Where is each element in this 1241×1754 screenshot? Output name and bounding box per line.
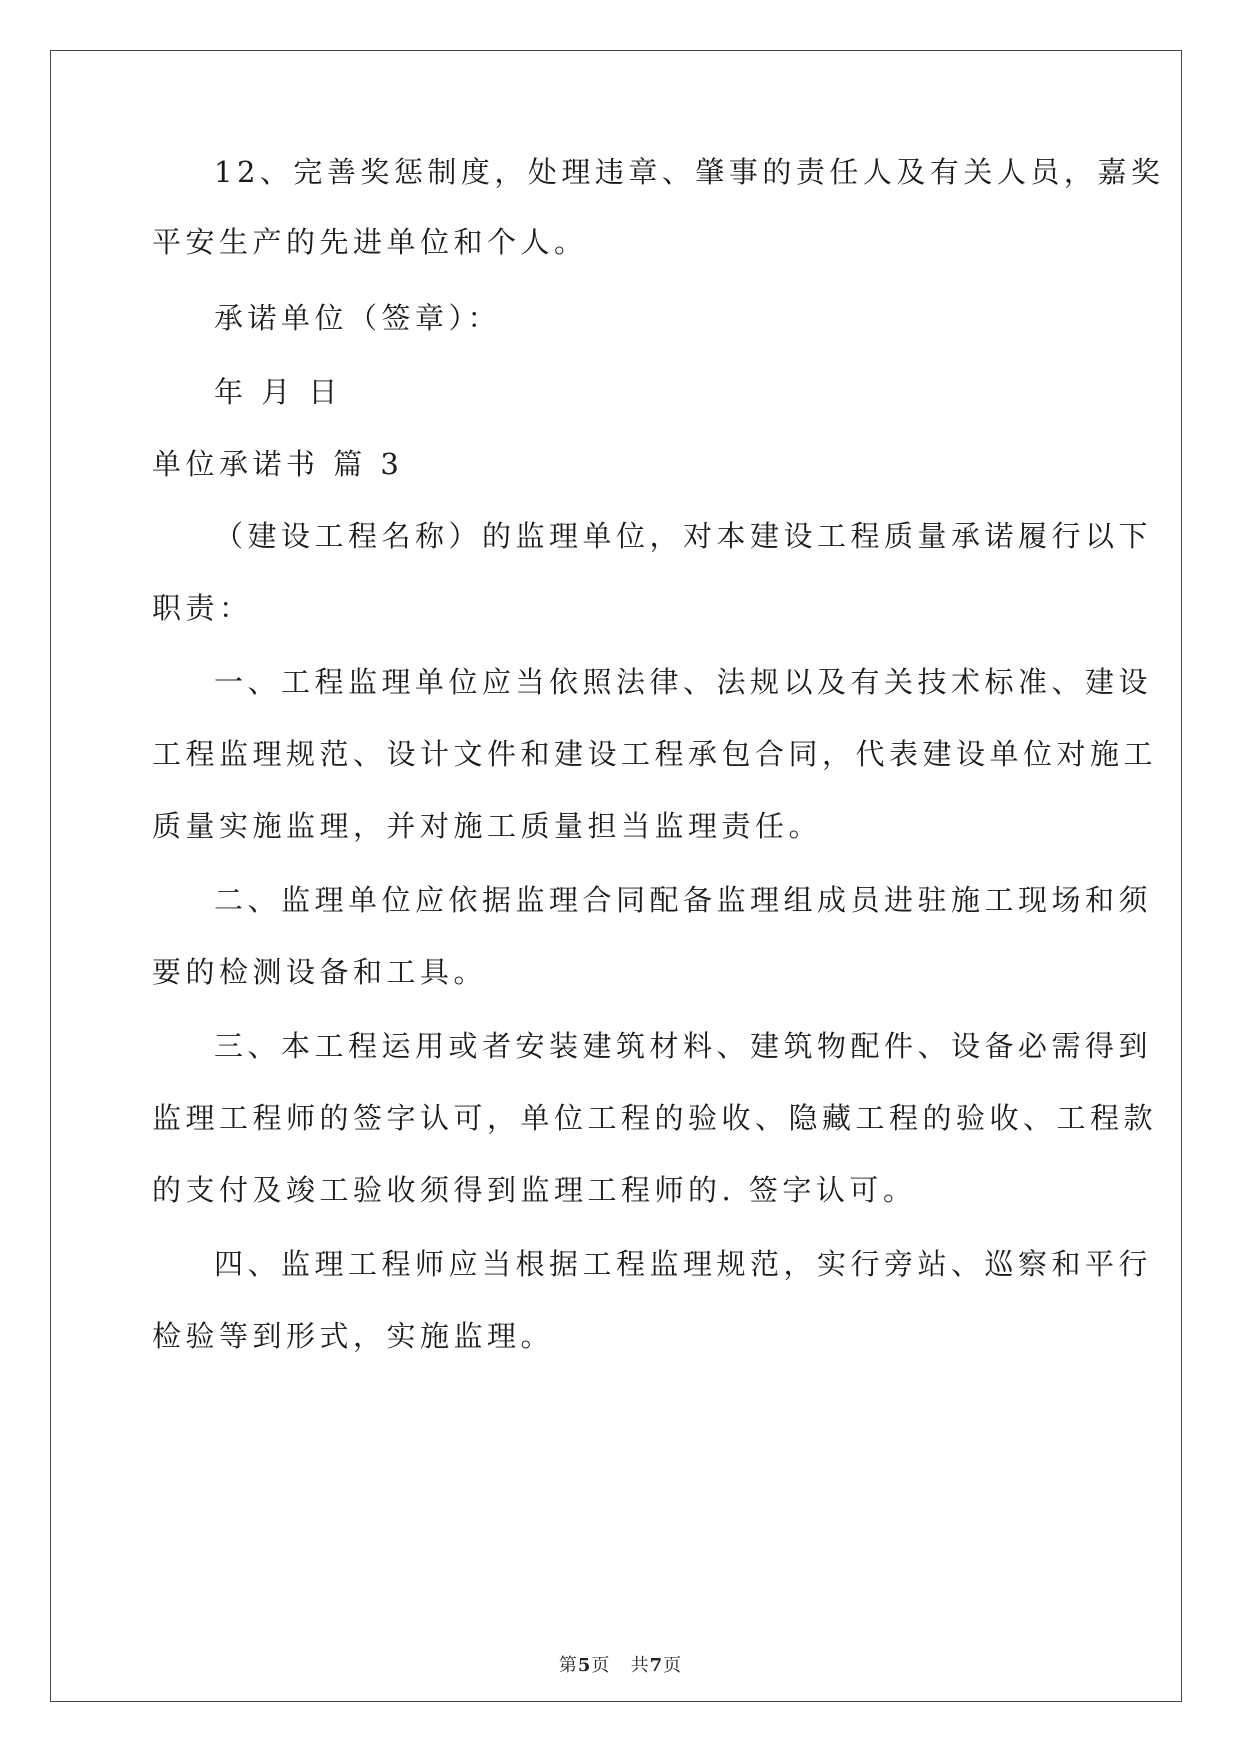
paragraph-line: 要的检测设备和工具。 [152,955,488,989]
section-heading: 单位承诺书 篇 3 [152,447,404,481]
paragraph-line: 职责： [152,591,253,625]
signature-unit-label: 承诺单位（签章）： [214,301,502,335]
footer-total-suffix: 页 [663,1655,683,1676]
paragraph-line: 监理工程师的签字认可，单位工程的验收、隐藏工程的验收、工程款 [152,1101,1158,1135]
paragraph-line: 12、完善奖惩制度，处理违章、肇事的责任人及有关人员，嘉奖 [214,155,1165,189]
footer-page-prefix: 第 [558,1655,578,1676]
footer-total-pages: 7 [649,1655,664,1676]
footer-page-number: 5 [577,1655,592,1676]
paragraph-line: （建设工程名称）的监理单位，对本建设工程质量承诺履行以下 [214,519,1153,553]
date-line: 年 月 日 [214,375,342,409]
paragraph-line: 质量实施监理，并对施工质量担当监理责任。 [152,809,823,843]
page-footer [0,1654,1241,1678]
paragraph-line: 四、监理工程师应当根据工程监理规范，实行旁站、巡察和平行 [214,1247,1153,1281]
paragraph-line: 的支付及竣工验收须得到监理工程师的. 签字认可。 [152,1173,917,1207]
paragraph-line: 平安生产的先进单位和个人。 [152,225,588,259]
paragraph-line: 工程监理规范、设计文件和建设工程承包合同，代表建设单位对施工 [152,737,1158,771]
paragraph-line: 一、工程监理单位应当依照法律、法规以及有关技术标准、建设 [214,665,1153,699]
paragraph-line: 二、监理单位应依据监理合同配备监理组成员进驻施工现场和须 [214,883,1153,917]
footer-page-suffix: 页 [591,1655,611,1676]
paragraph-line: 检验等到形式，实施监理。 [152,1319,555,1353]
footer-total-prefix: 共 [630,1655,650,1676]
paragraph-line: 三、本工程运用或者安装建筑材料、建筑物配件、设备必需得到 [214,1029,1153,1063]
